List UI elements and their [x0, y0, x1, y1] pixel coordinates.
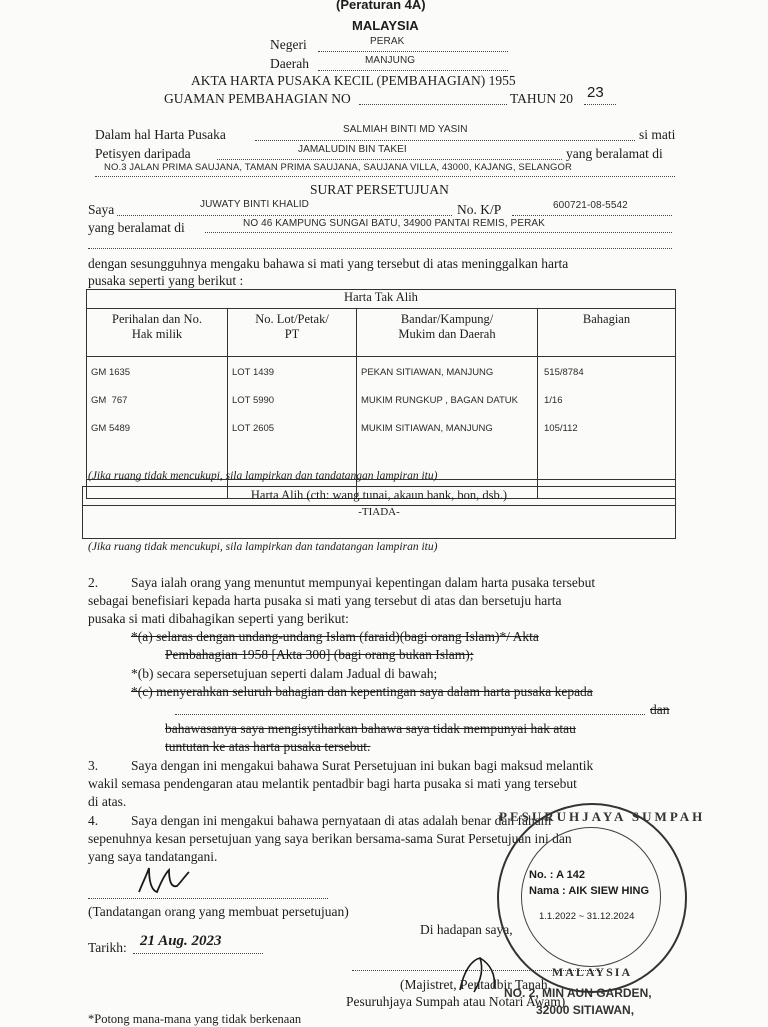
tahun-value: 23 [587, 84, 604, 101]
table-cell: LOT 5990 [232, 395, 275, 406]
consenter-signature [135, 862, 195, 902]
movable-value-box [82, 504, 676, 539]
table-cell: LOT 1439 [232, 367, 275, 378]
beralamat-label: yang beralamat di [566, 146, 663, 161]
clause-4-line-2: sepenuhnya kesan persetujuan yang saya berikan bersama-sama Surat Persetujuan ini dan [88, 831, 572, 846]
option-c-dan: dan [650, 702, 670, 717]
tahun-line [584, 104, 616, 105]
officer-line-1: (Majistret, Pentadbir Tanah, [400, 977, 552, 992]
table-cell: MUKIM SITIAWAN, MANJUNG [361, 423, 493, 434]
daerah-value: MANJUNG [365, 55, 416, 66]
stamp-address-2: 32000 SITIAWAN, [536, 1003, 635, 1017]
clause-2-line-3: pusaka si mati dibahagikan seperti yang berikut: [88, 611, 349, 626]
petitioner-address: NO.3 JALAN PRIMA SAUJANA, TAMAN PRIMA SAUJANA, SAUJANA VILLA, 43000, KAJANG, SELANGOR [104, 162, 572, 173]
daerah-label: Daerah [270, 56, 309, 71]
option-a-line-2: Pembahagian 1958 [Akta 300] (bagi orang bukan Islam); [165, 647, 474, 662]
option-c-line-4: tuntutan ke atas harta pusaka tersebut. [165, 739, 371, 754]
stamp-name: Nama : AIK SIEW HING [529, 885, 649, 897]
table-cell: GM 767 [91, 395, 128, 406]
consent-address-line [205, 232, 672, 233]
footnote: *Potong mana-mana yang tidak berkenaan [88, 1012, 302, 1026]
column-bandar [357, 357, 538, 480]
daerah-line [318, 70, 508, 71]
consent-title: SURAT PERSETUJUAN [310, 182, 449, 197]
deceased-name: SALMIAH BINTI MD YASIN [343, 124, 468, 135]
tahun-label: TAHUN 20 [510, 91, 574, 106]
immovable-title: Harta Tak Alih [87, 290, 676, 309]
guaman-label: GUAMAN PEMBAHAGIAN NO [164, 91, 351, 106]
tarikh-label: Tarikh: [88, 940, 127, 955]
negeri-label: Negeri [270, 37, 307, 52]
column-hakmilik [87, 357, 228, 480]
option-b-line-1: *(b) secara sepersetujuan seperti dalam Jadual di bawah; [131, 666, 438, 681]
act-title: AKTA HARTA PUSAKA KECIL (PEMBAHAGIAN) 1955 [191, 73, 516, 88]
country-label: MALAYSIA [352, 18, 419, 33]
stamp-ring-bottom: MALAYSIA [551, 965, 633, 979]
immovable-note: (Jika ruang tidak mencukupi, sila lampirkan dan tandatangan lampiran itu) [88, 470, 438, 482]
petisyen-label: Petisyen daripada [95, 146, 191, 161]
declaration-line-2: pusaka seperti yang berikut : [88, 273, 244, 288]
clause-4-line-1: Saya dengan ini mengakui bahawa pernyataan di atas adalah benar dan faham [131, 813, 552, 828]
immovable-property-table [86, 289, 676, 499]
consenter-signature-line [88, 898, 328, 899]
tarikh-line [133, 953, 263, 954]
dalam-hal-label: Dalam hal Harta Pusaka [95, 127, 226, 142]
stamp-address-1: NO. 2, MIN AUN GARDEN, [504, 986, 652, 1000]
petitioner-line [217, 159, 562, 160]
table-cell: GM 5489 [91, 423, 131, 434]
petitioner-address-line [95, 176, 675, 177]
name-line [117, 215, 452, 216]
movable-value: -TIADA- [358, 506, 400, 518]
table-cell: 105/112 [544, 423, 578, 434]
movable-note: (Jika ruang tidak mencukupi, sila lampirkan dan tandatangan lampiran itu) [88, 541, 438, 553]
tarikh-value: 21 Aug. 2023 [140, 933, 222, 949]
clause-2-number: 2. [88, 575, 99, 590]
consent-address: NO 46 KAMPUNG SUNGAI BATU, 34900 PANTAI REMIS, PERAK [243, 218, 545, 229]
table-cell: 1/16 [544, 395, 563, 406]
deceased-line [255, 140, 635, 141]
declaration-line-1: dengan sesungguhnya mengaku bahawa si mati yang tersebut di atas meninggalkan harta [88, 256, 569, 271]
table-cell: 515/8784 [544, 367, 584, 378]
clause-3-line-1: Saya dengan ini mengakui bahawa Surat Persetujuan ini bukan bagi maksud melantik [131, 758, 594, 773]
petitioner-name: JAMALUDIN BIN TAKEI [298, 144, 407, 155]
option-c-recipient-line [175, 714, 645, 715]
header-bandar: Bandar/Kampung/ Mukim dan Daerah [357, 309, 538, 357]
clause-3-line-3: di atas. [88, 794, 127, 809]
regulation-label: (Peraturan 4A) [336, 0, 426, 12]
movable-title-box [82, 486, 676, 506]
header-bahagian: Bahagian [538, 309, 676, 357]
consent-address-label: yang beralamat di [88, 220, 185, 235]
stamp-inner-ring [521, 827, 661, 967]
clause-4-line-3: yang saya tandatangani. [88, 849, 218, 864]
option-c-line-1: *(c) menyerahkan seluruh bahagian dan kepentingan saya dalam harta pusaka kepada [131, 684, 593, 699]
clause-2-line-2: sebagai benefisiari kepada harta pusaka si mati yang tersebut di atas dan bersetuju harta [88, 593, 562, 608]
header-lot: No. Lot/Petak/ PT [228, 309, 357, 357]
consent-name: JUWATY BINTI KHALID [200, 199, 309, 210]
negeri-line [318, 51, 508, 52]
table-cell: LOT 2605 [232, 423, 275, 434]
column-bahagian [538, 357, 676, 480]
clause-4-number: 4. [88, 813, 99, 828]
kp-label: No. K/P [457, 202, 502, 217]
consent-address-line-2 [88, 248, 672, 249]
guaman-line [359, 104, 507, 105]
kp-value: 600721-08-5542 [553, 200, 628, 211]
signature-caption: (Tandatangan orang yang membuat persetujuan) [88, 904, 349, 919]
negeri-value: PERAK [370, 36, 405, 47]
stamp-period: 1.1.2022 ~ 31.12.2024 [539, 911, 635, 922]
table-cell: MUKIM RUNGKUP , BAGAN DATUK [361, 395, 518, 406]
si-mati-label: si mati [639, 127, 676, 142]
saya-label: Saya [88, 202, 115, 217]
officer-line-2: Pesuruhjaya Sumpah atau Notari Awam) [346, 994, 566, 1009]
clause-2-line-1: Saya ialah orang yang menuntut mempunyai kepentingan dalam harta pusaka tersebut [131, 575, 596, 590]
kp-line [512, 215, 672, 216]
movable-title: Harta Alih (cth: wang tunai, akaun bank, bon, dsb.) [250, 488, 508, 502]
option-a-line-1: *(a) selaras dengan undang-undang Islam (faraid)(bagi orang Islam)*/ Akta [131, 629, 539, 644]
commissioner-stamp [497, 803, 706, 993]
option-c-line-3: bahawasanya saya mengisytiharkan bahawa saya tidak mempunyai hak atau [165, 721, 576, 736]
table-cell: GM 1635 [91, 367, 131, 378]
table-cell: PEKAN SITIAWAN, MANJUNG [361, 367, 494, 378]
stamp-number: No. : A 142 [529, 869, 586, 881]
clause-3-number: 3. [88, 758, 99, 773]
stamp-ring-top: PESURUHJAYA SUMPAH [499, 809, 706, 824]
di-hadapan-label: Di hadapan saya, [420, 922, 513, 937]
clause-3-line-2: wakil semasa pendengaran atau melantik pentadbir bagi harta pusaka si mati yang tersebut [88, 776, 577, 791]
header-perihalan: Perihalan dan No. Hak milik [87, 309, 228, 357]
column-lot [228, 357, 357, 480]
